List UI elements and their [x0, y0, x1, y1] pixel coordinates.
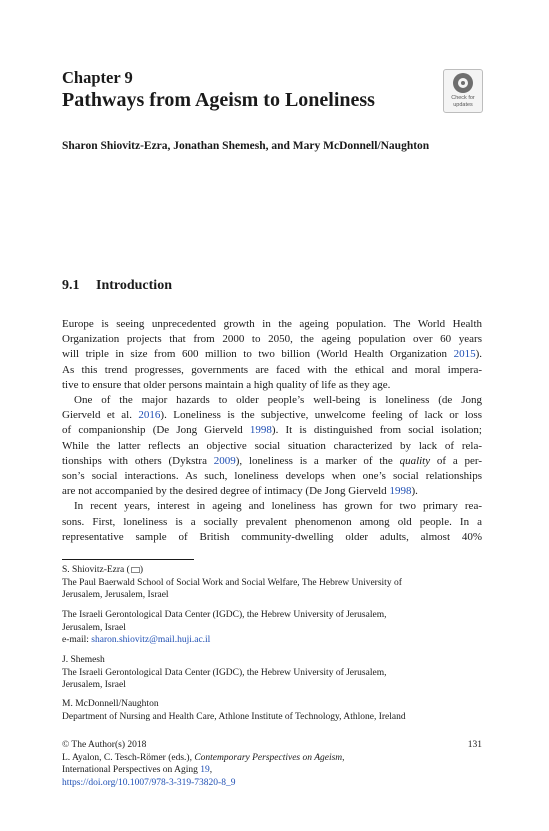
paragraph-3-line: In recent years, interest in ageing and loneliness has grown for two primary rea- — [74, 500, 482, 513]
affiliation-line: The Israeli Gerontological Data Center (IGDC), the Hebrew University of Jerusalem, — [62, 610, 387, 620]
doi-link[interactable]: https://doi.org/10.1007/978-3-319-73820-8_9 — [62, 777, 236, 788]
paragraph-2-line: Gierveld et al. 2016). Loneliness is the subjective, unwelcome feeling of lack or loss — [62, 409, 482, 422]
paragraph-2-line: One of the major hazards to older people’s well-being is loneliness (de Jong — [74, 394, 482, 407]
chapter-label: Chapter 9 — [62, 68, 133, 87]
footnote-divider — [62, 559, 194, 560]
check-updates-icon — [453, 73, 473, 93]
author-name: J. Shemesh — [62, 655, 105, 665]
affiliation-2 — [62, 609, 482, 647]
paragraph-2-line: tionships with others (Dykstra 2009), loneliness is a marker of the quality of a per- — [62, 454, 482, 467]
paragraph-2-line: son’s social interactions. As such, loneliness develops when one’s social relationships — [62, 470, 482, 483]
affiliation-line: Department of Nursing and Health Care, Athlone Institute of Technology, Athlone, Ireland — [62, 711, 406, 722]
paragraph-1-line: Europe is seeing unprecedented growth in the ageing population. The World Health — [62, 318, 482, 330]
paragraph-2-line: While the latter reflects an objective social situation characterized by lack of rela- — [62, 439, 482, 452]
paragraph-1-line: tive to ensure that older persons maintain a high quality of life as they age. — [62, 378, 391, 391]
section-title: Introduction — [96, 278, 172, 293]
paragraph-2-line: are not accompanied by the desired degree of intimacy (De Jong Gierveld 1998). — [62, 485, 418, 498]
affiliation-4 — [62, 698, 482, 723]
chapter-authors: Sharon Shiovitz-Ezra, Jonathan Shemesh, and Mary McDonnell/Naughton — [62, 140, 430, 152]
affiliation-3 — [62, 654, 482, 692]
email-link[interactable]: sharon.shiovitz@mail.huji.ac.il — [91, 635, 211, 645]
affiliation-line: Jerusalem, Israel — [62, 622, 126, 633]
envelope-icon[interactable] — [131, 567, 140, 573]
series-line: International Perspectives on Aging 19, — [62, 765, 213, 775]
paragraph-1-line: As this trend progresses, governments are faced with the ethical and moral impera- — [62, 363, 482, 376]
section-number: 9.1 — [62, 278, 80, 293]
author-name: S. Shiovitz-Ezra — [62, 565, 125, 575]
paragraph-1-line: will triple in size from 600 million to two billion (World Health Organization 2015). — [62, 348, 482, 361]
affiliation-line: Jerusalem, Jerusalem, Israel — [62, 590, 169, 600]
affiliation-line: The Paul Baerwald School of Social Work and Social Welfare, The Hebrew University of — [62, 577, 402, 588]
paragraph-1-line: Organization projects that from 2000 to 2050, the ageing population over 60 years — [62, 333, 482, 346]
volume-link[interactable]: 19 — [200, 765, 210, 775]
copyright-line: © The Author(s) 2018 — [62, 740, 147, 750]
paragraph-3-line: sons. First, loneliness is a socially prevalent phenomenon among old people. In a — [62, 515, 482, 528]
body-text — [62, 317, 482, 545]
section-heading — [62, 278, 172, 294]
page-number: 131 — [467, 740, 482, 750]
citation-line: L. Ayalon, C. Tesch-Römer (eds.), Contemporary Perspectives on Ageism, — [62, 752, 345, 763]
chapter-title: Pathways from Ageism to Loneliness — [62, 89, 375, 111]
badge-text: Check for updates — [451, 95, 475, 108]
paragraph-2-line: of companionship (De Jong Gierveld 1998). It is distinguished from social isolation; — [62, 424, 482, 437]
paragraph-3-line: representative sample of British community-dwelling older adults, almost 40% — [62, 530, 482, 543]
affiliation-1: S. Shiovitz-Ezra ( ) The Paul Baerwald School of Social Work and Social Welfare, The Hebrew University of Jerusalem, Jerusalem, Israel — [62, 564, 482, 602]
email-label: e-mail: — [62, 635, 92, 645]
affiliation-line: The Israeli Gerontological Data Center (IGDC), the Hebrew University of Jerusalem, — [62, 667, 387, 678]
affiliation-line: Jerusalem, Israel — [62, 680, 126, 690]
check-for-updates-badge[interactable] — [443, 69, 483, 113]
copyright-block — [62, 739, 482, 789]
author-name: M. McDonnell/Naughton — [62, 699, 159, 709]
